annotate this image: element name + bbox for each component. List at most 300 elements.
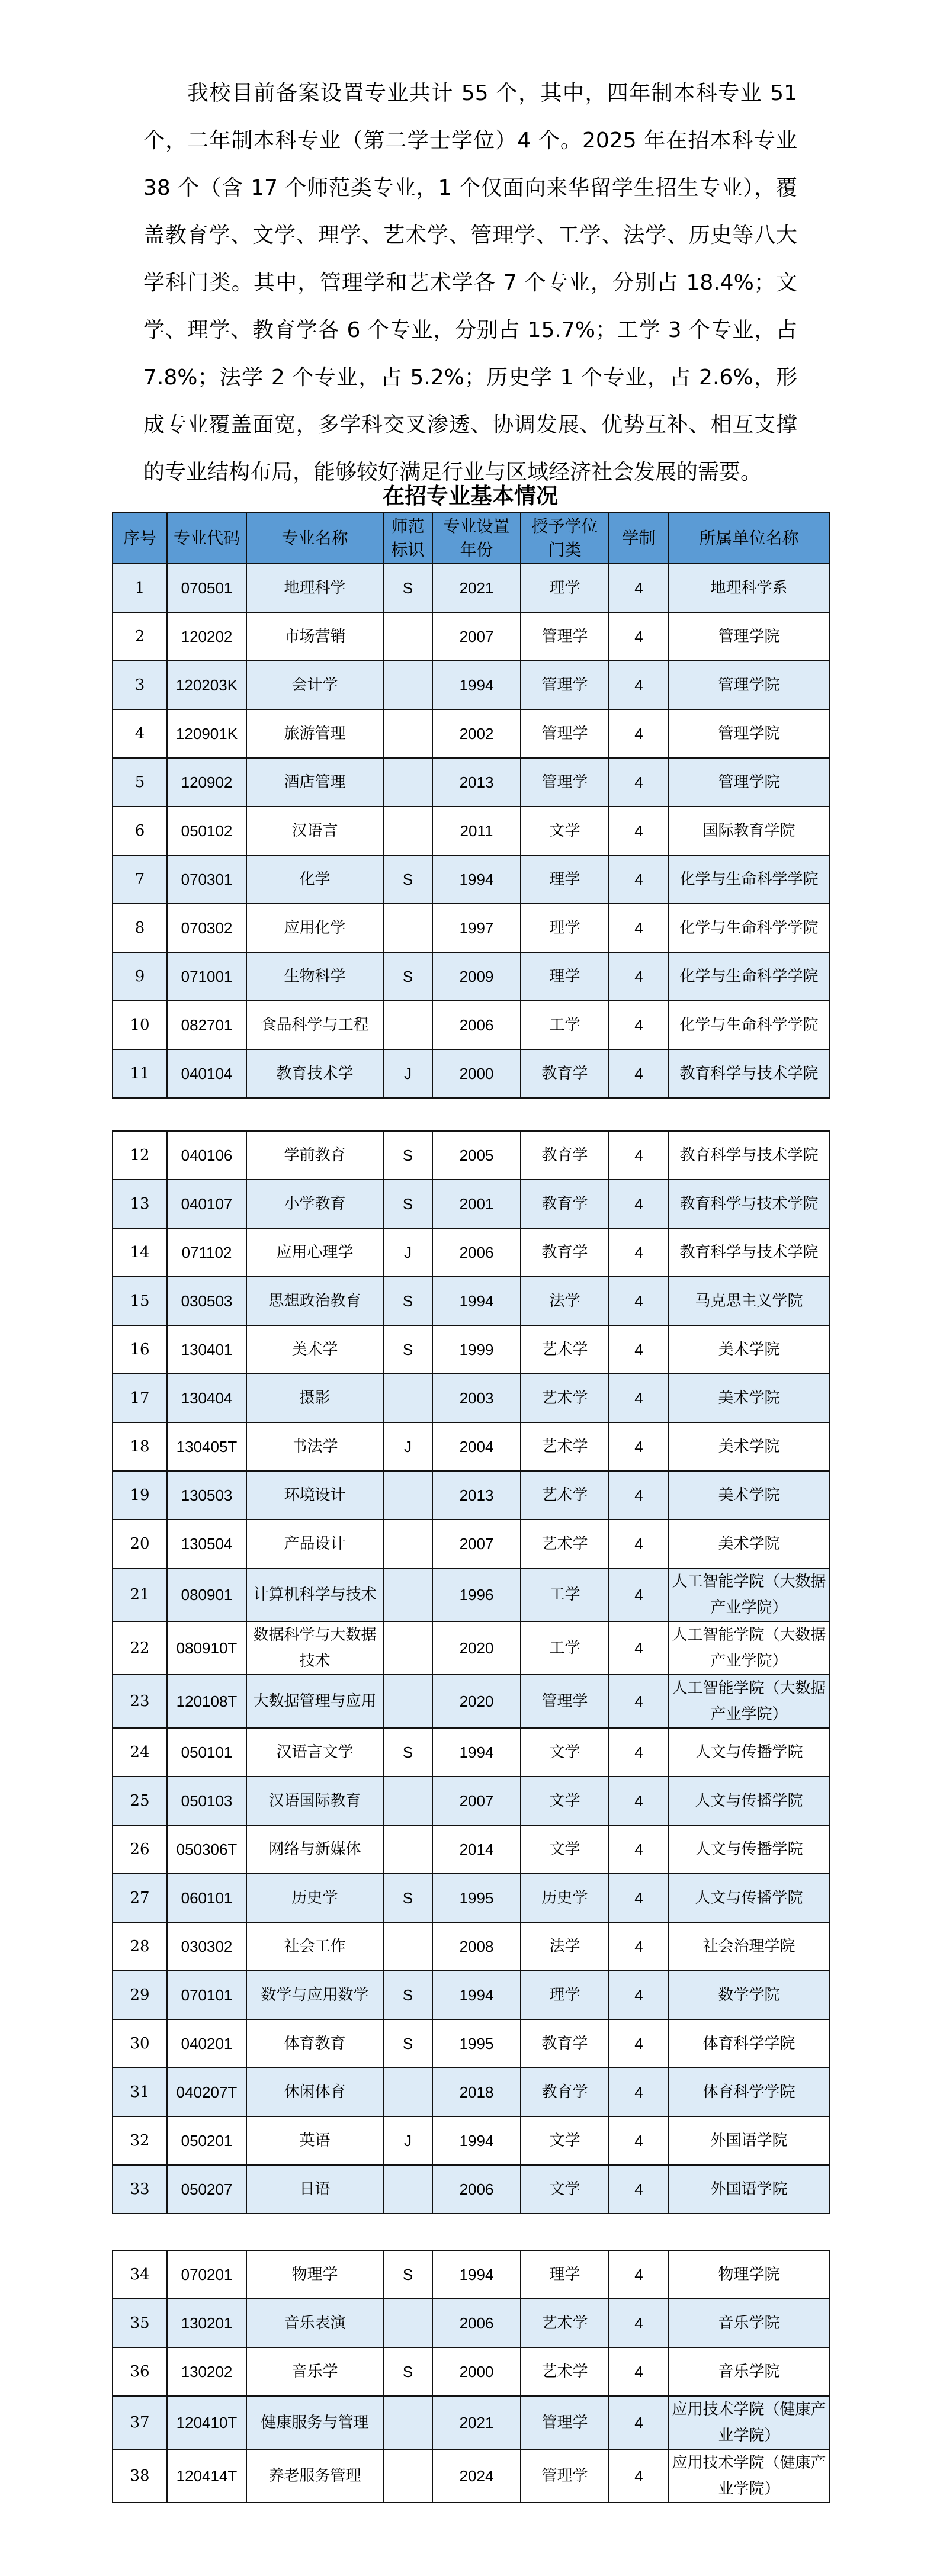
cell-name: 化学	[246, 855, 383, 904]
header-name: 专业名称	[246, 513, 383, 564]
cell-department: 美术学院	[669, 1325, 829, 1374]
table-row	[113, 2165, 829, 2214]
cell-degree-category: 管理学	[521, 612, 609, 661]
cell-year: 2013	[432, 758, 521, 807]
cell-duration: 4	[609, 2299, 669, 2347]
cell-normal-flag	[383, 1675, 432, 1728]
cell-year: 2009	[432, 952, 521, 1001]
cell-duration: 4	[609, 1568, 669, 1621]
cell-seq: 10	[113, 1001, 167, 1049]
cell-seq: 31	[113, 2068, 167, 2116]
intro-paragraph: 我校目前备案设置专业共计 55 个，其中，四年制本科专业 51 个，二年制本科专业（第二学士学位）4 个。2025 年在招本科专业 38 个（含 17 个师范类专业，1 个仅面向来华留学生招生专业），覆盖教育学、文学、理学、艺术学、管理学、工学、法学、历史等八大学科门类。其中，管理学和艺术学各 7 个专业，分别占 18.4%；文学、理学、教育学各 6 个专业，分别占 15.7%；工学 3 个专业，占 7.8%；法学 2 个专业，占 5.2%；历史学 1 个专业，占 2.6%，形成专业覆盖面宽，多学科交叉渗透、协调发展、优势互补、相互支撑的专业结构布局，能够较好满足行业与区域经济社会发展的需要。	[143, 81, 797, 484]
table-row	[113, 661, 829, 709]
cell-year: 2005	[432, 1131, 521, 1180]
cell-department: 人文与传播学院	[669, 1728, 829, 1777]
cell-degree-category: 教育学	[521, 1131, 609, 1180]
cell-degree-category: 教育学	[521, 1049, 609, 1098]
cell-department: 人工智能学院（大数据产业学院）	[669, 1568, 829, 1621]
cell-degree-category: 历史学	[521, 1874, 609, 1922]
cell-year: 2024	[432, 2449, 521, 2503]
cell-normal-flag: S	[383, 952, 432, 1001]
cell-duration: 4	[609, 1422, 669, 1471]
cell-degree-category: 工学	[521, 1001, 609, 1049]
cell-degree-category: 教育学	[521, 1180, 609, 1228]
cell-code: 071102	[167, 1228, 246, 1277]
table-row	[113, 1568, 829, 1621]
cell-code: 050103	[167, 1777, 246, 1825]
cell-year: 1994	[432, 1971, 521, 2019]
cell-duration: 4	[609, 807, 669, 855]
cell-name: 社会工作	[246, 1922, 383, 1971]
cell-name: 会计学	[246, 661, 383, 709]
cell-seq: 30	[113, 2019, 167, 2068]
cell-normal-flag	[383, 1374, 432, 1422]
cell-degree-category: 理学	[521, 855, 609, 904]
table-row	[113, 2068, 829, 2116]
table-row	[113, 1325, 829, 1374]
cell-normal-flag: J	[383, 1049, 432, 1098]
cell-duration: 4	[609, 1277, 669, 1325]
cell-code: 070302	[167, 904, 246, 952]
cell-degree-category: 理学	[521, 1971, 609, 2019]
cell-year: 2006	[432, 2165, 521, 2214]
cell-duration: 4	[609, 1621, 669, 1675]
cell-department: 外国语学院	[669, 2116, 829, 2165]
cell-code: 120410T	[167, 2396, 246, 2449]
table-row	[113, 2116, 829, 2165]
cell-code: 070201	[167, 2250, 246, 2299]
cell-department: 人文与传播学院	[669, 1777, 829, 1825]
cell-seq: 7	[113, 855, 167, 904]
majors-table-part-2	[112, 1130, 830, 2214]
cell-name: 产品设计	[246, 1520, 383, 1568]
cell-year: 1994	[432, 2250, 521, 2299]
cell-name: 酒店管理	[246, 758, 383, 807]
cell-duration: 4	[609, 1471, 669, 1520]
cell-degree-category: 理学	[521, 564, 609, 612]
cell-seq: 6	[113, 807, 167, 855]
cell-normal-flag	[383, 2068, 432, 2116]
cell-seq: 23	[113, 1675, 167, 1728]
cell-normal-flag	[383, 661, 432, 709]
cell-degree-category: 文学	[521, 2165, 609, 2214]
cell-degree-category: 文学	[521, 2116, 609, 2165]
cell-code: 070301	[167, 855, 246, 904]
header-year: 专业设置年份	[432, 513, 521, 564]
majors-table-part-1	[112, 512, 830, 1099]
cell-year: 2004	[432, 1422, 521, 1471]
cell-normal-flag	[383, 904, 432, 952]
cell-code: 120108T	[167, 1675, 246, 1728]
cell-code: 030503	[167, 1277, 246, 1325]
cell-degree-category: 艺术学	[521, 1422, 609, 1471]
cell-department: 教育科学与技术学院	[669, 1180, 829, 1228]
cell-normal-flag	[383, 1621, 432, 1675]
table-row	[113, 758, 829, 807]
cell-seq: 24	[113, 1728, 167, 1777]
cell-degree-category: 管理学	[521, 709, 609, 758]
cell-duration: 4	[609, 2250, 669, 2299]
cell-normal-flag: S	[383, 855, 432, 904]
cell-name: 思想政治教育	[246, 1277, 383, 1325]
cell-degree-category: 理学	[521, 952, 609, 1001]
cell-seq: 28	[113, 1922, 167, 1971]
cell-normal-flag	[383, 2449, 432, 2503]
cell-name: 市场营销	[246, 612, 383, 661]
cell-department: 应用技术学院（健康产业学院）	[669, 2449, 829, 2503]
cell-department: 教育科学与技术学院	[669, 1228, 829, 1277]
cell-department: 马克思主义学院	[669, 1277, 829, 1325]
cell-name: 健康服务与管理	[246, 2396, 383, 2449]
cell-normal-flag: S	[383, 564, 432, 612]
cell-department: 人文与传播学院	[669, 1874, 829, 1922]
cell-duration: 4	[609, 952, 669, 1001]
cell-normal-flag: S	[383, 1180, 432, 1228]
cell-department: 教育科学与技术学院	[669, 1131, 829, 1180]
cell-year: 2008	[432, 1922, 521, 1971]
header-seq: 序号	[113, 513, 167, 564]
cell-department: 管理学院	[669, 661, 829, 709]
table-row	[113, 1971, 829, 2019]
cell-normal-flag	[383, 1922, 432, 1971]
cell-code: 070501	[167, 564, 246, 612]
cell-year: 2014	[432, 1825, 521, 1874]
table-row	[113, 1049, 829, 1098]
cell-degree-category: 教育学	[521, 2068, 609, 2116]
cell-degree-category: 管理学	[521, 2396, 609, 2449]
table-row	[113, 1374, 829, 1422]
cell-degree-category: 工学	[521, 1568, 609, 1621]
cell-name: 学前教育	[246, 1131, 383, 1180]
cell-name: 美术学	[246, 1325, 383, 1374]
cell-normal-flag: S	[383, 1277, 432, 1325]
cell-seq: 25	[113, 1777, 167, 1825]
cell-duration: 4	[609, 1728, 669, 1777]
cell-normal-flag: J	[383, 1228, 432, 1277]
cell-name: 食品科学与工程	[246, 1001, 383, 1049]
cell-code: 120203K	[167, 661, 246, 709]
header-code: 专业代码	[167, 513, 246, 564]
cell-normal-flag: J	[383, 2116, 432, 2165]
table-row	[113, 1675, 829, 1728]
cell-name: 教育技术学	[246, 1049, 383, 1098]
cell-name: 大数据管理与应用	[246, 1675, 383, 1728]
cell-year: 2006	[432, 1001, 521, 1049]
cell-duration: 4	[609, 709, 669, 758]
table-row	[113, 1422, 829, 1471]
cell-duration: 4	[609, 2068, 669, 2116]
cell-duration: 4	[609, 1001, 669, 1049]
cell-seq: 3	[113, 661, 167, 709]
cell-department: 体育科学学院	[669, 2019, 829, 2068]
cell-code: 120202	[167, 612, 246, 661]
cell-department: 管理学院	[669, 709, 829, 758]
cell-department: 物理学院	[669, 2250, 829, 2299]
cell-duration: 4	[609, 1971, 669, 2019]
cell-duration: 4	[609, 1180, 669, 1228]
table-row	[113, 952, 829, 1001]
cell-seq: 11	[113, 1049, 167, 1098]
cell-duration: 4	[609, 758, 669, 807]
cell-code: 050201	[167, 2116, 246, 2165]
cell-year: 2006	[432, 2299, 521, 2347]
cell-name: 地理科学	[246, 564, 383, 612]
cell-department: 化学与生命科学学院	[669, 855, 829, 904]
cell-duration: 4	[609, 1049, 669, 1098]
cell-duration: 4	[609, 1520, 669, 1568]
cell-year: 1995	[432, 1874, 521, 1922]
cell-year: 2020	[432, 1675, 521, 1728]
cell-department: 国际教育学院	[669, 807, 829, 855]
cell-seq: 4	[113, 709, 167, 758]
cell-code: 050102	[167, 807, 246, 855]
cell-normal-flag: S	[383, 1131, 432, 1180]
cell-duration: 4	[609, 1922, 669, 1971]
cell-code: 040106	[167, 1131, 246, 1180]
cell-code: 040201	[167, 2019, 246, 2068]
cell-seq: 13	[113, 1180, 167, 1228]
cell-degree-category: 管理学	[521, 2449, 609, 2503]
cell-seq: 32	[113, 2116, 167, 2165]
cell-code: 070101	[167, 1971, 246, 2019]
cell-seq: 34	[113, 2250, 167, 2299]
cell-name: 日语	[246, 2165, 383, 2214]
cell-department: 人工智能学院（大数据产业学院）	[669, 1675, 829, 1728]
cell-seq: 12	[113, 1131, 167, 1180]
cell-department: 数学学院	[669, 1971, 829, 2019]
cell-seq: 22	[113, 1621, 167, 1675]
cell-year: 2020	[432, 1621, 521, 1675]
cell-year: 1994	[432, 1277, 521, 1325]
cell-code: 040207T	[167, 2068, 246, 2116]
cell-year: 1996	[432, 1568, 521, 1621]
cell-name: 环境设计	[246, 1471, 383, 1520]
cell-year: 2000	[432, 2347, 521, 2396]
cell-normal-flag	[383, 2299, 432, 2347]
cell-department: 地理科学系	[669, 564, 829, 612]
cell-code: 082701	[167, 1001, 246, 1049]
table-title: 在招专业基本情况	[383, 483, 558, 509]
cell-code: 130504	[167, 1520, 246, 1568]
cell-normal-flag: J	[383, 1422, 432, 1471]
cell-seq: 1	[113, 564, 167, 612]
cell-code: 130202	[167, 2347, 246, 2396]
cell-duration: 4	[609, 1325, 669, 1374]
cell-name: 体育教育	[246, 2019, 383, 2068]
table-row	[113, 2250, 829, 2299]
cell-normal-flag	[383, 758, 432, 807]
majors-table-part-3	[112, 2250, 830, 2503]
cell-code: 130404	[167, 1374, 246, 1422]
cell-degree-category: 文学	[521, 1777, 609, 1825]
cell-seq: 18	[113, 1422, 167, 1471]
cell-duration: 4	[609, 2449, 669, 2503]
cell-normal-flag	[383, 1777, 432, 1825]
cell-department: 美术学院	[669, 1422, 829, 1471]
cell-normal-flag	[383, 709, 432, 758]
table-row	[113, 709, 829, 758]
table-row	[113, 2396, 829, 2449]
cell-year: 2007	[432, 612, 521, 661]
cell-degree-category: 艺术学	[521, 1325, 609, 1374]
cell-duration: 4	[609, 1675, 669, 1728]
cell-name: 数据科学与大数据技术	[246, 1621, 383, 1675]
cell-name: 小学教育	[246, 1180, 383, 1228]
cell-seq: 15	[113, 1277, 167, 1325]
cell-code: 120902	[167, 758, 246, 807]
cell-code: 130201	[167, 2299, 246, 2347]
cell-name: 应用心理学	[246, 1228, 383, 1277]
cell-duration: 4	[609, 2019, 669, 2068]
cell-normal-flag: S	[383, 2019, 432, 2068]
cell-department: 音乐学院	[669, 2299, 829, 2347]
cell-seq: 20	[113, 1520, 167, 1568]
cell-name: 音乐学	[246, 2347, 383, 2396]
cell-seq: 36	[113, 2347, 167, 2396]
cell-normal-flag	[383, 1568, 432, 1621]
cell-degree-category: 理学	[521, 904, 609, 952]
cell-degree-category: 艺术学	[521, 2299, 609, 2347]
cell-degree-category: 理学	[521, 2250, 609, 2299]
cell-name: 网络与新媒体	[246, 1825, 383, 1874]
cell-seq: 19	[113, 1471, 167, 1520]
cell-year: 1994	[432, 855, 521, 904]
cell-normal-flag: S	[383, 1971, 432, 2019]
cell-code: 080901	[167, 1568, 246, 1621]
cell-code: 040104	[167, 1049, 246, 1098]
cell-year: 1997	[432, 904, 521, 952]
cell-department: 人文与传播学院	[669, 1825, 829, 1874]
table-row	[113, 1180, 829, 1228]
cell-department: 管理学院	[669, 612, 829, 661]
table-row	[113, 612, 829, 661]
cell-degree-category: 艺术学	[521, 1471, 609, 1520]
header-degree-category: 授予学位门类	[521, 513, 609, 564]
cell-seq: 38	[113, 2449, 167, 2503]
cell-normal-flag	[383, 1825, 432, 1874]
cell-degree-category: 艺术学	[521, 1374, 609, 1422]
table-row	[113, 1228, 829, 1277]
cell-department: 管理学院	[669, 758, 829, 807]
cell-year: 2002	[432, 709, 521, 758]
table-header-row	[113, 513, 829, 564]
table-row	[113, 2449, 829, 2503]
table-row	[113, 2019, 829, 2068]
cell-duration: 4	[609, 855, 669, 904]
cell-name: 生物科学	[246, 952, 383, 1001]
table-row	[113, 1277, 829, 1325]
cell-year: 2007	[432, 1520, 521, 1568]
cell-department: 美术学院	[669, 1520, 829, 1568]
cell-duration: 4	[609, 1131, 669, 1180]
cell-duration: 4	[609, 2116, 669, 2165]
cell-code: 080910T	[167, 1621, 246, 1675]
cell-seq: 29	[113, 1971, 167, 2019]
cell-year: 1995	[432, 2019, 521, 2068]
table-row	[113, 807, 829, 855]
cell-duration: 4	[609, 2347, 669, 2396]
cell-code: 071001	[167, 952, 246, 1001]
cell-degree-category: 法学	[521, 1922, 609, 1971]
table-row	[113, 2299, 829, 2347]
cell-code: 060101	[167, 1874, 246, 1922]
cell-seq: 2	[113, 612, 167, 661]
cell-normal-flag	[383, 1471, 432, 1520]
cell-name: 英语	[246, 2116, 383, 2165]
table-row	[113, 1131, 829, 1180]
cell-normal-flag	[383, 2396, 432, 2449]
cell-degree-category: 管理学	[521, 758, 609, 807]
cell-normal-flag: S	[383, 2347, 432, 2396]
cell-name: 汉语国际教育	[246, 1777, 383, 1825]
cell-normal-flag	[383, 2165, 432, 2214]
cell-duration: 4	[609, 2396, 669, 2449]
cell-duration: 4	[609, 1228, 669, 1277]
cell-year: 2000	[432, 1049, 521, 1098]
cell-name: 物理学	[246, 2250, 383, 2299]
cell-department: 音乐学院	[669, 2347, 829, 2396]
table-row	[113, 1621, 829, 1675]
cell-code: 040107	[167, 1180, 246, 1228]
table-row	[113, 564, 829, 612]
cell-department: 化学与生命科学学院	[669, 952, 829, 1001]
cell-degree-category: 教育学	[521, 1228, 609, 1277]
cell-year: 2003	[432, 1374, 521, 1422]
cell-degree-category: 教育学	[521, 2019, 609, 2068]
cell-code: 130401	[167, 1325, 246, 1374]
cell-degree-category: 文学	[521, 1728, 609, 1777]
cell-year: 2018	[432, 2068, 521, 2116]
table-row	[113, 1777, 829, 1825]
cell-department: 社会治理学院	[669, 1922, 829, 1971]
cell-normal-flag: S	[383, 1325, 432, 1374]
table-row	[113, 1001, 829, 1049]
cell-code: 130405T	[167, 1422, 246, 1471]
cell-year: 1994	[432, 661, 521, 709]
header-duration: 学制	[609, 513, 669, 564]
cell-seq: 26	[113, 1825, 167, 1874]
cell-department: 化学与生命科学学院	[669, 1001, 829, 1049]
cell-name: 历史学	[246, 1874, 383, 1922]
cell-normal-flag: S	[383, 2250, 432, 2299]
cell-normal-flag	[383, 1001, 432, 1049]
cell-normal-flag	[383, 807, 432, 855]
cell-degree-category: 管理学	[521, 1675, 609, 1728]
cell-seq: 9	[113, 952, 167, 1001]
cell-duration: 4	[609, 2165, 669, 2214]
cell-code: 050306T	[167, 1825, 246, 1874]
header-department: 所属单位名称	[669, 513, 829, 564]
cell-code: 030302	[167, 1922, 246, 1971]
cell-seq: 17	[113, 1374, 167, 1422]
cell-code: 120901K	[167, 709, 246, 758]
table-row	[113, 1825, 829, 1874]
cell-name: 音乐表演	[246, 2299, 383, 2347]
cell-year: 2006	[432, 1228, 521, 1277]
table-row	[113, 1728, 829, 1777]
table-row	[113, 1874, 829, 1922]
cell-year: 1994	[432, 1728, 521, 1777]
cell-duration: 4	[609, 1825, 669, 1874]
cell-name: 书法学	[246, 1422, 383, 1471]
cell-degree-category: 文学	[521, 1825, 609, 1874]
table-row	[113, 1471, 829, 1520]
cell-code: 050101	[167, 1728, 246, 1777]
cell-degree-category: 艺术学	[521, 1520, 609, 1568]
cell-code: 120414T	[167, 2449, 246, 2503]
cell-department: 外国语学院	[669, 2165, 829, 2214]
cell-seq: 14	[113, 1228, 167, 1277]
